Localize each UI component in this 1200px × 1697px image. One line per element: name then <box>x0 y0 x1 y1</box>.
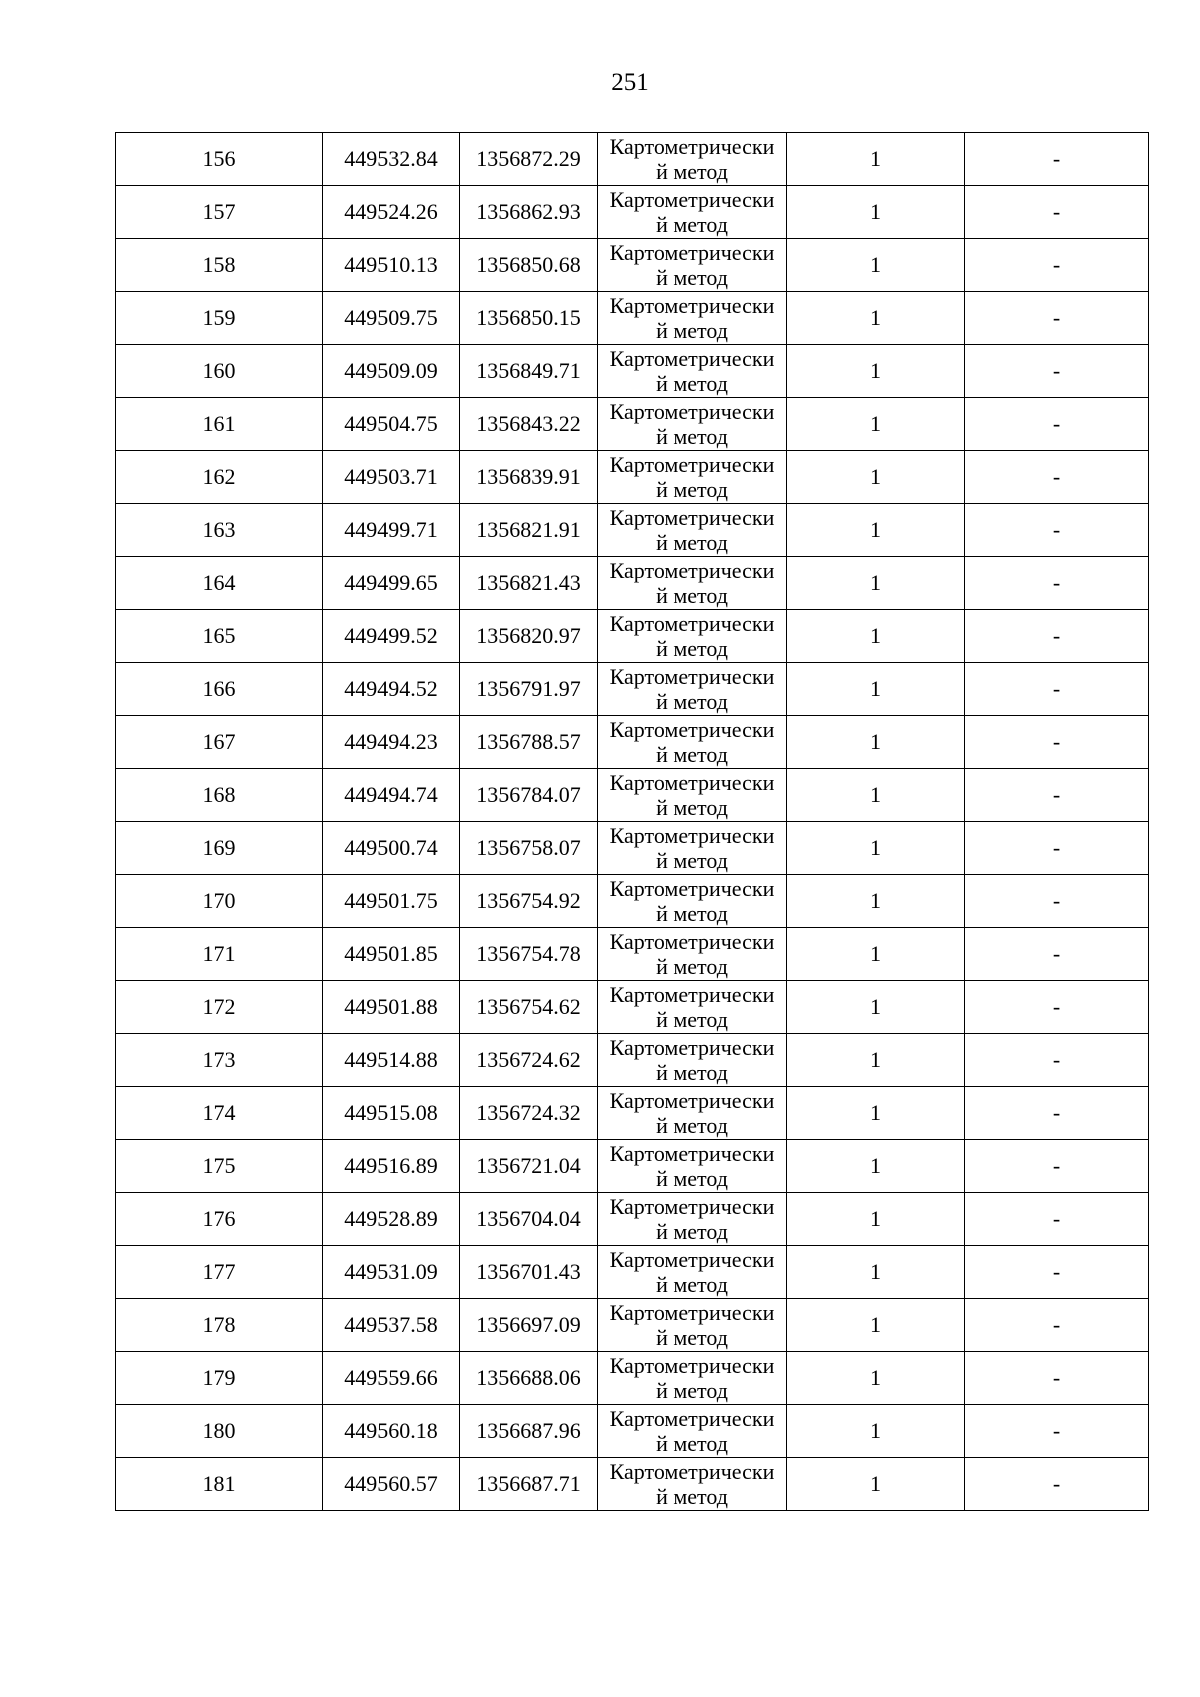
y-coordinate-cell: 1356697.09 <box>460 1299 598 1352</box>
y-coordinate-cell: 1356758.07 <box>460 822 598 875</box>
method-text-line-1: Картометрически <box>609 1247 775 1272</box>
description-cell: - <box>965 1087 1149 1140</box>
table-row <box>116 504 1149 557</box>
description-cell: - <box>965 557 1149 610</box>
y-coordinate-cell: 1356687.71 <box>460 1458 598 1511</box>
method-text-line-1: Картометрически <box>609 1459 775 1484</box>
method-cell <box>598 292 787 345</box>
method-text-line-1: Картометрически <box>609 293 775 318</box>
method-text-line-2: й метод <box>656 1113 728 1138</box>
method-cell <box>598 1034 787 1087</box>
method-cell <box>598 1140 787 1193</box>
method-cell <box>598 1087 787 1140</box>
method-cell <box>598 186 787 239</box>
x-coordinate-cell: 449560.57 <box>323 1458 460 1511</box>
method-text-line-1: Картометрически <box>609 1300 775 1325</box>
method-text-line-1: Картометрически <box>609 1088 775 1113</box>
table-row <box>116 981 1149 1034</box>
accuracy-cell: 1 <box>787 610 965 663</box>
method-cell <box>598 398 787 451</box>
point-number-cell: 158 <box>116 239 323 292</box>
y-coordinate-cell: 1356821.43 <box>460 557 598 610</box>
method-cell <box>598 239 787 292</box>
point-number-cell: 177 <box>116 1246 323 1299</box>
point-number-cell: 178 <box>116 1299 323 1352</box>
method-text-line-1: Картометрически <box>609 1194 775 1219</box>
table-row <box>116 451 1149 504</box>
x-coordinate-cell: 449514.88 <box>323 1034 460 1087</box>
description-cell: - <box>965 1193 1149 1246</box>
table-row <box>116 398 1149 451</box>
method-text-line-2: й метод <box>656 742 728 767</box>
point-number-cell: 159 <box>116 292 323 345</box>
method-cell <box>598 451 787 504</box>
method-text-line-2: й метод <box>656 1166 728 1191</box>
method-cell <box>598 875 787 928</box>
x-coordinate-cell: 449494.52 <box>323 663 460 716</box>
description-cell: - <box>965 822 1149 875</box>
description-cell: - <box>965 1458 1149 1511</box>
method-cell <box>598 1352 787 1405</box>
y-coordinate-cell: 1356701.43 <box>460 1246 598 1299</box>
x-coordinate-cell: 449503.71 <box>323 451 460 504</box>
method-text-line-2: й метод <box>656 848 728 873</box>
accuracy-cell: 1 <box>787 769 965 822</box>
y-coordinate-cell: 1356862.93 <box>460 186 598 239</box>
description-cell: - <box>965 345 1149 398</box>
accuracy-cell: 1 <box>787 186 965 239</box>
description-cell: - <box>965 133 1149 186</box>
x-coordinate-cell: 449509.09 <box>323 345 460 398</box>
accuracy-cell: 1 <box>787 1034 965 1087</box>
method-cell <box>598 345 787 398</box>
accuracy-cell: 1 <box>787 928 965 981</box>
accuracy-cell: 1 <box>787 663 965 716</box>
method-text-line-2: й метод <box>656 636 728 661</box>
accuracy-cell: 1 <box>787 133 965 186</box>
x-coordinate-cell: 449494.74 <box>323 769 460 822</box>
method-text-line-1: Картометрически <box>609 770 775 795</box>
method-cell <box>598 1405 787 1458</box>
y-coordinate-cell: 1356724.32 <box>460 1087 598 1140</box>
method-text-line-1: Картометрически <box>609 823 775 848</box>
method-cell <box>598 1246 787 1299</box>
accuracy-cell: 1 <box>787 398 965 451</box>
y-coordinate-cell: 1356850.68 <box>460 239 598 292</box>
method-text-line-1: Картометрически <box>609 664 775 689</box>
point-number-cell: 166 <box>116 663 323 716</box>
description-cell: - <box>965 1246 1149 1299</box>
point-number-cell: 164 <box>116 557 323 610</box>
method-text-line-2: й метод <box>656 371 728 396</box>
y-coordinate-cell: 1356850.15 <box>460 292 598 345</box>
description-cell: - <box>965 1405 1149 1458</box>
table-row <box>116 663 1149 716</box>
method-text-line-1: Картометрически <box>609 240 775 265</box>
accuracy-cell: 1 <box>787 292 965 345</box>
y-coordinate-cell: 1356688.06 <box>460 1352 598 1405</box>
accuracy-cell: 1 <box>787 1405 965 1458</box>
x-coordinate-cell: 449501.88 <box>323 981 460 1034</box>
method-cell <box>598 822 787 875</box>
y-coordinate-cell: 1356704.04 <box>460 1193 598 1246</box>
y-coordinate-cell: 1356754.62 <box>460 981 598 1034</box>
method-text-line-2: й метод <box>656 1325 728 1350</box>
method-text-line-1: Картометрически <box>609 1406 775 1431</box>
method-text-line-2: й метод <box>656 159 728 184</box>
y-coordinate-cell: 1356839.91 <box>460 451 598 504</box>
x-coordinate-cell: 449510.13 <box>323 239 460 292</box>
method-text-line-1: Картометрически <box>609 1141 775 1166</box>
x-coordinate-cell: 449537.58 <box>323 1299 460 1352</box>
table-row <box>116 716 1149 769</box>
y-coordinate-cell: 1356788.57 <box>460 716 598 769</box>
table-row <box>116 133 1149 186</box>
accuracy-cell: 1 <box>787 1140 965 1193</box>
point-number-cell: 173 <box>116 1034 323 1087</box>
x-coordinate-cell: 449494.23 <box>323 716 460 769</box>
accuracy-cell: 1 <box>787 875 965 928</box>
method-text-line-1: Картометрически <box>609 558 775 583</box>
method-cell <box>598 557 787 610</box>
description-cell: - <box>965 239 1149 292</box>
method-text-line-2: й метод <box>656 424 728 449</box>
accuracy-cell: 1 <box>787 1458 965 1511</box>
x-coordinate-cell: 449559.66 <box>323 1352 460 1405</box>
method-text-line-1: Картометрически <box>609 876 775 901</box>
method-text-line-2: й метод <box>656 1060 728 1085</box>
point-number-cell: 162 <box>116 451 323 504</box>
method-text-line-2: й метод <box>656 583 728 608</box>
method-text-line-2: й метод <box>656 1378 728 1403</box>
table-row <box>116 292 1149 345</box>
method-text-line-2: й метод <box>656 265 728 290</box>
table-row <box>116 186 1149 239</box>
table-row <box>116 1405 1149 1458</box>
description-cell: - <box>965 292 1149 345</box>
point-number-cell: 156 <box>116 133 323 186</box>
description-cell: - <box>965 398 1149 451</box>
method-text-line-2: й метод <box>656 1007 728 1032</box>
table-body <box>116 133 1149 1511</box>
y-coordinate-cell: 1356849.71 <box>460 345 598 398</box>
method-text-line-1: Картометрически <box>609 982 775 1007</box>
y-coordinate-cell: 1356721.04 <box>460 1140 598 1193</box>
description-cell: - <box>965 1299 1149 1352</box>
point-number-cell: 176 <box>116 1193 323 1246</box>
method-text-line-2: й метод <box>656 901 728 926</box>
x-coordinate-cell: 449524.26 <box>323 186 460 239</box>
table-row <box>116 1246 1149 1299</box>
point-number-cell: 181 <box>116 1458 323 1511</box>
y-coordinate-cell: 1356687.96 <box>460 1405 598 1458</box>
table-row <box>116 769 1149 822</box>
x-coordinate-cell: 449531.09 <box>323 1246 460 1299</box>
method-cell <box>598 133 787 186</box>
method-text-line-2: й метод <box>656 795 728 820</box>
y-coordinate-cell: 1356820.97 <box>460 610 598 663</box>
table-row <box>116 557 1149 610</box>
y-coordinate-cell: 1356754.92 <box>460 875 598 928</box>
table-row <box>116 610 1149 663</box>
method-text-line-2: й метод <box>656 1272 728 1297</box>
y-coordinate-cell: 1356843.22 <box>460 398 598 451</box>
point-number-cell: 157 <box>116 186 323 239</box>
table-row <box>116 1352 1149 1405</box>
method-text-line-1: Картометрически <box>609 452 775 477</box>
method-cell <box>598 981 787 1034</box>
description-cell: - <box>965 504 1149 557</box>
accuracy-cell: 1 <box>787 981 965 1034</box>
method-cell <box>598 928 787 981</box>
x-coordinate-cell: 449501.85 <box>323 928 460 981</box>
description-cell: - <box>965 1140 1149 1193</box>
table-row <box>116 1458 1149 1511</box>
method-cell <box>598 716 787 769</box>
accuracy-cell: 1 <box>787 822 965 875</box>
y-coordinate-cell: 1356821.91 <box>460 504 598 557</box>
accuracy-cell: 1 <box>787 451 965 504</box>
table-row <box>116 1087 1149 1140</box>
x-coordinate-cell: 449504.75 <box>323 398 460 451</box>
description-cell: - <box>965 769 1149 822</box>
coordinates-table <box>115 132 1149 1511</box>
point-number-cell: 169 <box>116 822 323 875</box>
accuracy-cell: 1 <box>787 504 965 557</box>
method-text-line-2: й метод <box>656 1219 728 1244</box>
method-text-line-1: Картометрически <box>609 1353 775 1378</box>
method-text-line-1: Картометрически <box>609 611 775 636</box>
x-coordinate-cell: 449560.18 <box>323 1405 460 1458</box>
table-row <box>116 1034 1149 1087</box>
description-cell: - <box>965 186 1149 239</box>
method-text-line-1: Картометрически <box>609 505 775 530</box>
table-row <box>116 822 1149 875</box>
table-row <box>116 239 1149 292</box>
point-number-cell: 165 <box>116 610 323 663</box>
description-cell: - <box>965 1352 1149 1405</box>
table-row <box>116 875 1149 928</box>
method-cell <box>598 769 787 822</box>
method-cell <box>598 1299 787 1352</box>
y-coordinate-cell: 1356784.07 <box>460 769 598 822</box>
x-coordinate-cell: 449501.75 <box>323 875 460 928</box>
method-text-line-2: й метод <box>656 1431 728 1456</box>
table-row <box>116 345 1149 398</box>
method-cell <box>598 610 787 663</box>
method-text-line-2: й метод <box>656 318 728 343</box>
accuracy-cell: 1 <box>787 716 965 769</box>
method-cell <box>598 1458 787 1511</box>
point-number-cell: 179 <box>116 1352 323 1405</box>
accuracy-cell: 1 <box>787 1193 965 1246</box>
description-cell: - <box>965 451 1149 504</box>
description-cell: - <box>965 875 1149 928</box>
point-number-cell: 175 <box>116 1140 323 1193</box>
method-text-line-1: Картометрически <box>609 1035 775 1060</box>
description-cell: - <box>965 716 1149 769</box>
method-text-line-1: Картометрически <box>609 346 775 371</box>
x-coordinate-cell: 449499.65 <box>323 557 460 610</box>
point-number-cell: 168 <box>116 769 323 822</box>
y-coordinate-cell: 1356754.78 <box>460 928 598 981</box>
accuracy-cell: 1 <box>787 345 965 398</box>
description-cell: - <box>965 610 1149 663</box>
method-text-line-2: й метод <box>656 530 728 555</box>
point-number-cell: 171 <box>116 928 323 981</box>
point-number-cell: 160 <box>116 345 323 398</box>
description-cell: - <box>965 928 1149 981</box>
point-number-cell: 180 <box>116 1405 323 1458</box>
accuracy-cell: 1 <box>787 1352 965 1405</box>
description-cell: - <box>965 981 1149 1034</box>
accuracy-cell: 1 <box>787 1246 965 1299</box>
point-number-cell: 161 <box>116 398 323 451</box>
x-coordinate-cell: 449500.74 <box>323 822 460 875</box>
x-coordinate-cell: 449516.89 <box>323 1140 460 1193</box>
accuracy-cell: 1 <box>787 239 965 292</box>
method-cell <box>598 1193 787 1246</box>
x-coordinate-cell: 449532.84 <box>323 133 460 186</box>
page-number: 251 <box>611 69 649 96</box>
point-number-cell: 174 <box>116 1087 323 1140</box>
point-number-cell: 163 <box>116 504 323 557</box>
point-number-cell: 170 <box>116 875 323 928</box>
y-coordinate-cell: 1356724.62 <box>460 1034 598 1087</box>
method-text-line-1: Картометрически <box>609 929 775 954</box>
description-cell: - <box>965 663 1149 716</box>
x-coordinate-cell: 449509.75 <box>323 292 460 345</box>
method-cell <box>598 663 787 716</box>
method-text-line-1: Картометрически <box>609 187 775 212</box>
point-number-cell: 167 <box>116 716 323 769</box>
method-text-line-2: й метод <box>656 689 728 714</box>
x-coordinate-cell: 449499.52 <box>323 610 460 663</box>
y-coordinate-cell: 1356872.29 <box>460 133 598 186</box>
point-number-cell: 172 <box>116 981 323 1034</box>
table-row <box>116 928 1149 981</box>
method-text-line-2: й метод <box>656 212 728 237</box>
accuracy-cell: 1 <box>787 1299 965 1352</box>
method-text-line-1: Картометрически <box>609 134 775 159</box>
method-text-line-1: Картометрически <box>609 399 775 424</box>
accuracy-cell: 1 <box>787 557 965 610</box>
x-coordinate-cell: 449528.89 <box>323 1193 460 1246</box>
method-text-line-2: й метод <box>656 1484 728 1509</box>
method-text-line-1: Картометрически <box>609 717 775 742</box>
method-text-line-2: й метод <box>656 477 728 502</box>
description-cell: - <box>965 1034 1149 1087</box>
y-coordinate-cell: 1356791.97 <box>460 663 598 716</box>
table-row <box>116 1193 1149 1246</box>
method-cell <box>598 504 787 557</box>
x-coordinate-cell: 449499.71 <box>323 504 460 557</box>
table-row <box>116 1140 1149 1193</box>
x-coordinate-cell: 449515.08 <box>323 1087 460 1140</box>
method-text-line-2: й метод <box>656 954 728 979</box>
accuracy-cell: 1 <box>787 1087 965 1140</box>
table-row <box>116 1299 1149 1352</box>
